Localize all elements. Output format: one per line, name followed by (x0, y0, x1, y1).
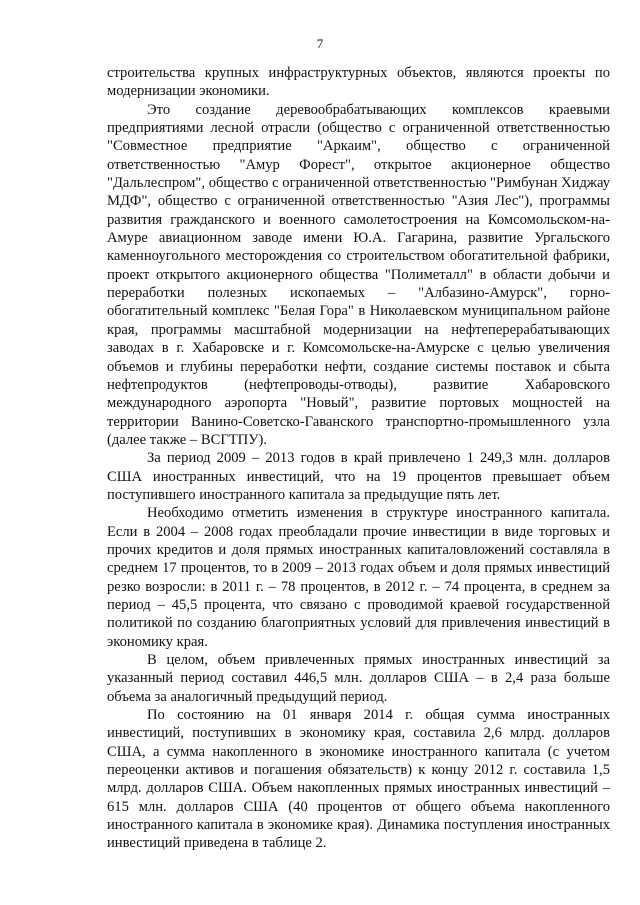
paragraph-projects-list: Это создание деревообрабатывающих комплексов краевыми предприятиями лесной отрасли (общество с ограниченной ответственностью "Совместное предприятие "Аркаим", общество с ограниченной ответственностью "Амур Форест", открытое акционерное общество "Дальлеспром", общество с ограниченной ответственностью "Римбунан Хиджау МДФ", общество с ограниченной ответственностью "Азия Лес"), программы развития гражданского и военного самолетостроения на Комсомольском-на-Амуре авиационном заводе имени Ю.А. Гагарина, развитие Ургальского каменноугольного месторождения со строительством обогатительной фабрики, проект открытого акционерного общества "Полиметалл" в области добычи и переработки полезных ископаемых – "Албазино-Амурск", горно-обогатительный комплекс "Белая Гора" в Николаевском муниципальном районе края, программы масштабной модернизации на нефтеперерабатывающих заводах в г. Хабаровске и г. Комсомольске-на-Амурске с целью увеличения объемов и глубины переработки нефти, создание системы поставок и сбыта нефтепродуктов (нефтепроводы-отводы), развитие Хабаровского международного аэропорта "Новый", развитие портовых мощностей на территории Ванино-Советско-Гаванского транспортно-промышленного узла (далее также – ВСГТПУ). (107, 101, 610, 448)
document-body (107, 64, 610, 853)
paragraph-accumulated-capital: По состоянию на 01 января 2014 г. общая сумма иностранных инвестиций, поступивших в экономику края, составила 2,6 млрд. долларов США, а сумма накопленного в экономике иностранного капитала (с учетом переоценки активов и погашения обязательств) к концу 2012 г. составила 1,5 млрд. долларов США. Объем накопленных прямых иностранных инвестиций – 615 млн. долларов США (40 процентов от общего объема накопленного иностранного капитала в экономике края). Динамика поступления иностранных инвестиций приведена в таблице 2. (107, 707, 610, 852)
paragraph-investment-total: За период 2009 – 2013 годов в край привлечено 1 249,3 млн. долларов США иностранных инвестиций, что на 19 процентов превышает объем поступившего иностранного капитала за предыдущие пять лет. (107, 450, 610, 503)
paragraph-capital-structure: Необходимо отметить изменения в структуре иностранного капитала. Если в 2004 – 2008 годах преобладали прочие инвестиции в виде торговых и прочих кредитов и доля прямых иностранных капиталовложений составляла в среднем 17 процентов, то в 2009 – 2013 годах объем и доля прямых инвестиций резко возросли: в 2011 г. – 78 процентов, в 2012 г. – 74 процента, в среднем за период – 45,5 процента, что связано с проводимой краевой государственной политикой по созданию благоприятных условий для привлечения инвестиций в экономику края. (107, 505, 610, 650)
paragraph-continuation: строительства крупных инфраструктурных объектов, являются проекты по модернизации экономики. (107, 65, 610, 100)
page-number: 7 (316, 36, 324, 51)
paragraph-direct-investment: В целом, объем привлеченных прямых иностранных инвестиций за указанный период составил 446,5 млн. долларов США – в 2,4 раза больше объема за аналогичный предыдущий период. (107, 652, 610, 705)
